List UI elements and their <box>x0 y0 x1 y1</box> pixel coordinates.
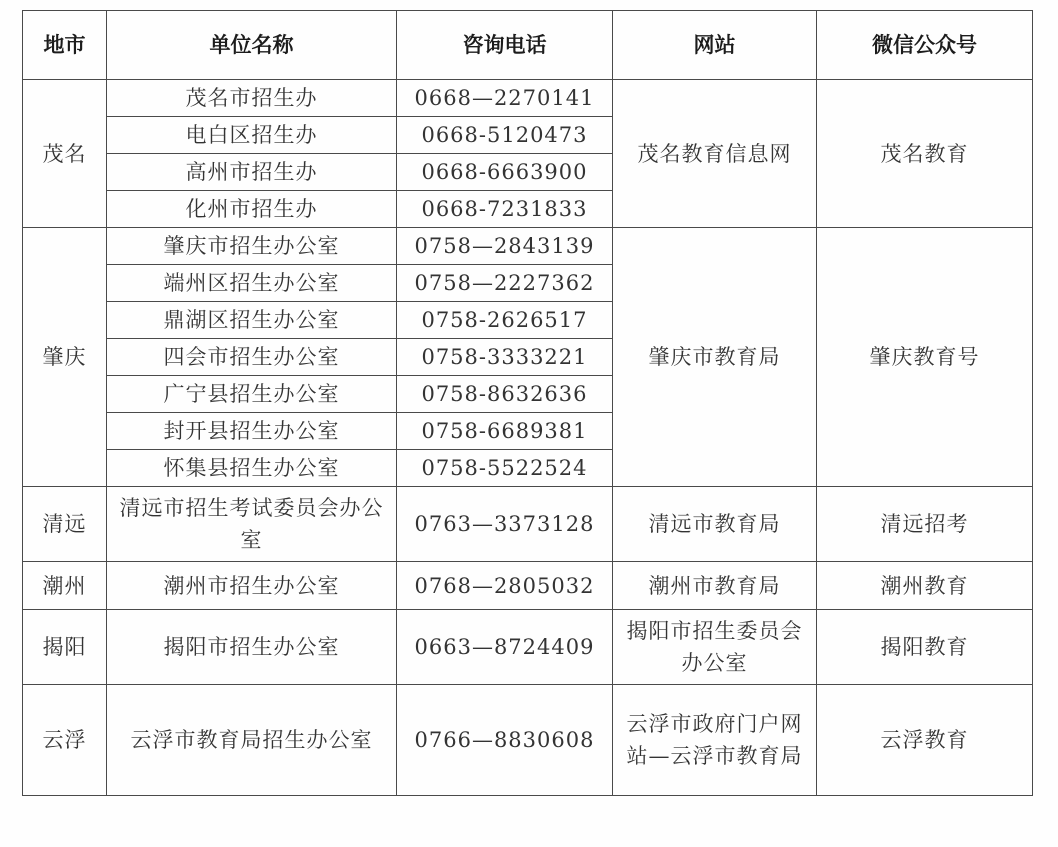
unit-cell: 肇庆市招生办公室 <box>107 228 397 265</box>
unit-cell: 化州市招生办 <box>107 191 397 228</box>
website-cell: 潮州市教育局 <box>613 562 817 610</box>
phone-cell: 0668-5120473 <box>397 117 613 154</box>
unit-cell: 怀集县招生办公室 <box>107 450 397 487</box>
unit-cell: 潮州市招生办公室 <box>107 562 397 610</box>
phone-cell: 0758-6689381 <box>397 413 613 450</box>
table-row <box>23 610 1033 685</box>
wechat-cell: 清远招考 <box>817 487 1033 562</box>
wechat-cell: 茂名教育 <box>817 80 1033 228</box>
unit-cell: 封开县招生办公室 <box>107 413 397 450</box>
website-cell: 揭阳市招生委员会办公室 <box>613 610 817 685</box>
phone-cell: 0668—2270141 <box>397 80 613 117</box>
phone-cell: 0758-5522524 <box>397 450 613 487</box>
city-cell: 潮州 <box>23 562 107 610</box>
unit-cell: 揭阳市招生办公室 <box>107 610 397 685</box>
wechat-cell: 潮州教育 <box>817 562 1033 610</box>
phone-cell: 0668-6663900 <box>397 154 613 191</box>
header-unit: 单位名称 <box>107 11 397 80</box>
admissions-contact-table <box>22 10 1033 796</box>
unit-cell: 鼎湖区招生办公室 <box>107 302 397 339</box>
unit-cell: 云浮市教育局招生办公室 <box>107 685 397 796</box>
wechat-cell: 肇庆教育号 <box>817 228 1033 487</box>
table-row <box>23 685 1033 796</box>
phone-cell: 0668-7231833 <box>397 191 613 228</box>
unit-cell: 清远市招生考试委员会办公室 <box>107 487 397 562</box>
table-row <box>23 228 1033 265</box>
phone-cell: 0758-3333221 <box>397 339 613 376</box>
website-cell: 茂名教育信息网 <box>613 80 817 228</box>
city-cell: 肇庆 <box>23 228 107 487</box>
table-row <box>23 562 1033 610</box>
header-wechat: 微信公众号 <box>817 11 1033 80</box>
city-cell: 清远 <box>23 487 107 562</box>
phone-cell: 0768—2805032 <box>397 562 613 610</box>
header-phone: 咨询电话 <box>397 11 613 80</box>
phone-cell: 0758—2843139 <box>397 228 613 265</box>
website-cell: 云浮市政府门户网站—云浮市教育局 <box>613 685 817 796</box>
table-row <box>23 80 1033 117</box>
header-city: 地市 <box>23 11 107 80</box>
unit-cell: 广宁县招生办公室 <box>107 376 397 413</box>
wechat-cell: 揭阳教育 <box>817 610 1033 685</box>
unit-cell: 电白区招生办 <box>107 117 397 154</box>
phone-cell: 0758-2626517 <box>397 302 613 339</box>
phone-cell: 0763—3373128 <box>397 487 613 562</box>
header-website: 网站 <box>613 11 817 80</box>
unit-cell: 茂名市招生办 <box>107 80 397 117</box>
website-cell: 清远市教育局 <box>613 487 817 562</box>
wechat-cell: 云浮教育 <box>817 685 1033 796</box>
table-row <box>23 487 1033 562</box>
website-cell: 肇庆市教育局 <box>613 228 817 487</box>
phone-cell: 0766—8830608 <box>397 685 613 796</box>
header-row <box>23 11 1033 80</box>
phone-cell: 0663—8724409 <box>397 610 613 685</box>
city-cell: 揭阳 <box>23 610 107 685</box>
unit-cell: 端州区招生办公室 <box>107 265 397 302</box>
phone-cell: 0758-8632636 <box>397 376 613 413</box>
city-cell: 茂名 <box>23 80 107 228</box>
unit-cell: 四会市招生办公室 <box>107 339 397 376</box>
city-cell: 云浮 <box>23 685 107 796</box>
unit-cell: 高州市招生办 <box>107 154 397 191</box>
phone-cell: 0758—2227362 <box>397 265 613 302</box>
